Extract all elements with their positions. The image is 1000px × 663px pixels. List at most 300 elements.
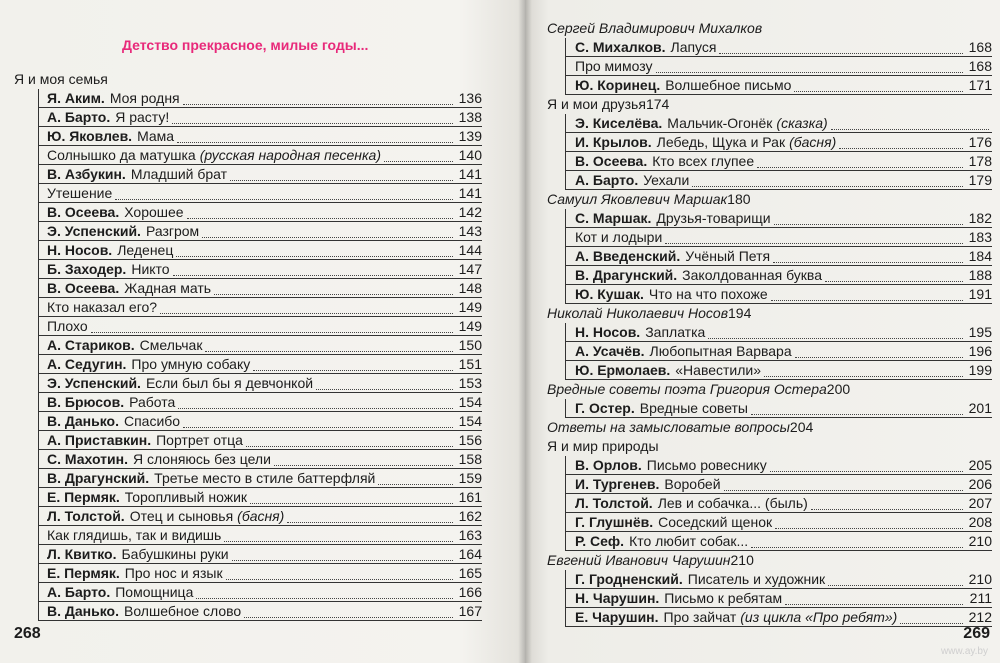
table-of-contents-right [547,19,992,627]
entry-title: Про нос и язык [124,565,223,581]
toc-heading [547,437,992,456]
toc-entry [547,152,992,171]
entry-title: Писатель и художник [687,571,826,587]
author-heading: Сергей Владимирович Михалков [547,20,763,36]
entry-row [575,133,992,152]
page-ref: 210 [968,571,992,587]
toc-entry [0,507,482,526]
entry-title: Волшебное письмо [665,77,792,93]
entry-row [47,450,482,469]
entry-title: Волшебное слово [123,603,242,619]
entry-note: (сказка) [776,115,828,131]
entry-row [47,260,482,279]
entry-author: А. Приставкин. [47,432,152,448]
leader-dots [316,377,453,390]
entry-row [47,507,482,526]
page-ref: 156 [458,432,482,448]
leader-dots [115,187,453,200]
toc-entry [547,475,992,494]
leader-dots [900,611,963,624]
entry-note: (русская народная песенка) [199,147,382,163]
entry-title: Заколдованная буква [682,267,822,283]
entry-row [575,399,992,418]
leader-dots [253,358,453,371]
page-ref: 140 [458,147,482,163]
entry-author: Г. Остер. [575,400,635,416]
page-ref: 204 [789,419,814,435]
leader-dots [774,212,963,225]
leader-dots [773,250,963,263]
page-ref: 138 [458,109,482,125]
toc-entry [0,222,482,241]
entry-row [575,570,992,589]
toc-entry [0,602,482,621]
page-ref: 154 [458,394,482,410]
page-ref: 148 [458,280,482,296]
page-ref: 201 [968,400,992,416]
toc-entry [0,203,482,222]
page-ref: 139 [458,128,482,144]
entry-title: Бабушкины руки [121,546,229,562]
leader-dots [795,345,963,358]
entry-title: Соседский щенок [658,514,773,530]
entry-title: Работа [129,394,176,410]
entry-row [575,532,992,551]
heading-title: Я и моя семья [14,71,108,87]
heading-title: Я и мои друзья [547,96,646,112]
page-ref: 136 [458,90,482,106]
entry-row [47,89,482,108]
entry-author: В. Брюсов. [47,394,125,410]
leader-dots [178,396,453,409]
entry-title: Торопливый ножик [124,489,248,505]
author-heading: Николай Николаевич Носов [547,305,729,321]
entry-row [47,374,482,393]
entry-row [575,38,992,57]
entry-author: Е. Пермяк. [47,489,120,505]
page-ref: 166 [458,584,482,600]
entry-author: А. Стариков. [47,337,135,353]
leader-dots [770,459,963,472]
entry-author: Ю. Кушак. [575,286,644,302]
entry-title: Лапуся [670,39,717,55]
page-ref: 168 [968,58,992,74]
leader-dots [202,225,453,238]
page-ref: 195 [968,324,992,340]
leader-dots [183,415,453,428]
toc-heading [547,418,992,437]
entry-author: Ю. Яковлев. [47,128,133,144]
leader-dots [811,497,963,510]
leader-dots [232,548,453,561]
page-ref: 149 [458,318,482,334]
leader-dots [183,92,453,105]
entry-row [47,222,482,241]
toc-entry [0,317,482,336]
page-ref: 174 [645,96,670,112]
entry-author: Л. Толстой. [575,495,653,511]
entry-author: Е. Пермяк. [47,565,120,581]
entry-author: А. Барто. [47,109,111,125]
entry-title: Кто всех глупее [652,153,755,169]
leader-dots [224,529,453,542]
toc-heading [0,70,482,89]
entry-title: Друзья-товарищи [656,210,771,226]
leader-dots [665,231,963,244]
leader-dots [764,364,963,377]
entry-author: А. Седугин. [47,356,127,372]
heading-row [547,437,992,456]
entry-title: Спасибо [123,413,181,429]
entry-row [575,285,992,304]
author-heading-row [547,304,992,323]
page-ref: 143 [458,223,482,239]
entry-row [575,513,992,532]
entry-row [575,456,992,475]
entry-row [47,336,482,355]
entry-author: А. Барто. [575,172,639,188]
leader-dots [708,326,963,339]
entry-row [47,127,482,146]
entry-row [47,412,482,431]
entry-author: Э. Успенский. [47,223,141,239]
entry-author: Ю. Ермолаев. [575,362,671,378]
entry-author: В. Азбукин. [47,166,126,182]
page-ref: 154 [458,413,482,429]
entry-title: Отец и сыновья [129,508,234,524]
entry-title: Если был бы я девчонкой [145,375,314,391]
entry-row [575,342,992,361]
leader-dots [719,41,963,54]
leader-dots [828,573,963,586]
page-ref: 153 [458,375,482,391]
leader-dots [751,402,963,415]
page-ref: 184 [968,248,992,264]
entry-author: С. Махотин. [47,451,128,467]
toc-entry [547,133,992,152]
leader-dots [160,301,453,314]
toc-entry [0,545,482,564]
leader-dots [775,516,963,529]
toc-entry [547,532,992,551]
entry-row [575,608,992,627]
entry-author: И. Крылов. [575,134,652,150]
entry-author: А. Усачёв. [575,343,645,359]
entry-title: Про умную собаку [131,356,251,372]
page-ref: 161 [458,489,482,505]
page-ref: 163 [458,527,482,543]
table-of-contents-left [0,70,482,621]
page-ref: 141 [458,166,482,182]
toc-entry [547,171,992,190]
leader-dots [794,79,963,92]
entry-author: Г. Глушнёв. [575,514,654,530]
entry-row [575,361,992,380]
entry-title: Любопытная Варвара [649,343,792,359]
entry-row [47,583,482,602]
entry-title: Что на что похоже [648,286,768,302]
entry-author: Е. Чарушин. [575,609,659,625]
page-ref: 196 [968,343,992,359]
book-gutter [518,0,532,663]
entry-row [47,355,482,374]
toc-entry [547,38,992,57]
entry-row [575,171,992,190]
toc-entry [0,583,482,602]
entry-row [575,323,992,342]
entry-author: Б. Заходер. [47,261,127,277]
entry-title: Уехали [643,172,690,188]
page-ref: 210 [968,533,992,549]
entry-row [47,298,482,317]
leader-dots [831,117,989,130]
toc-heading [547,551,992,570]
entry-author: Ю. Коринец. [575,77,661,93]
page-ref: 191 [968,286,992,302]
page-ref: 151 [458,356,482,372]
page-ref: 142 [458,204,482,220]
toc-entry [547,494,992,513]
toc-entry [0,526,482,545]
page-ref: 199 [968,362,992,378]
toc-entry [0,184,482,203]
author-heading: Самуил Яковлевич Маршак [547,191,728,207]
leader-dots [656,60,964,73]
entry-title: Кто наказал его? [47,299,158,315]
leader-dots [230,168,453,181]
entry-note: (басня) [237,508,285,524]
toc-heading [547,380,992,399]
entry-title: Мальчик-Огонёк [667,115,773,131]
leader-dots [246,434,453,447]
page-ref: 178 [968,153,992,169]
entry-title: Смельчак [139,337,203,353]
leader-dots [825,269,963,282]
page-ref: 147 [458,261,482,277]
toc-heading [547,95,992,114]
toc-entry [0,412,482,431]
page-ref: 168 [968,39,992,55]
leader-dots [384,149,453,162]
page-ref: 179 [968,172,992,188]
author-heading: Ответы на замысловатые вопросы [547,419,790,435]
entry-row [575,152,992,171]
toc-entry [0,336,482,355]
entry-author: В. Осеева. [47,204,120,220]
toc-entry [547,608,992,627]
leader-dots [196,586,453,599]
entry-author: А. Барто. [47,584,111,600]
leader-dots [205,339,453,352]
entry-author: Н. Носов. [47,242,113,258]
toc-entry [547,209,992,228]
page-ref: 194 [728,305,752,321]
entry-row [47,279,482,298]
toc-entry [547,570,992,589]
entry-title: Лев и собачка... (быль) [657,495,808,511]
leader-dots [244,605,453,618]
entry-title: Я слоняюсь без цели [132,451,271,467]
entry-author: Л. Толстой. [47,508,125,524]
entry-title: Кот и лодыри [575,229,663,245]
leader-dots [751,535,963,548]
entry-author: В. Осеева. [47,280,120,296]
entry-author: В. Осеева. [575,153,648,169]
page-ref: 165 [458,565,482,581]
entry-row [47,393,482,412]
entry-author: В. Данько. [47,413,119,429]
entry-author: Я. Аким. [47,90,105,106]
entry-title: Вредные советы [639,400,748,416]
leader-dots [177,130,453,143]
page-ref: 176 [968,134,992,150]
entry-row [47,526,482,545]
toc-entry [547,589,992,608]
entry-title: Лебедь, Щука и Рак [656,134,786,150]
entry-title: Письмо ровеснику [646,457,767,473]
author-heading-row [547,19,992,38]
entry-title: «Навестили» [675,362,762,378]
entry-title: Хорошее [124,204,184,220]
page-ref: 183 [968,229,992,245]
author-heading-row [547,380,992,399]
entry-row [575,114,992,133]
toc-entry [0,260,482,279]
entry-row [575,57,992,76]
page-ref: 188 [968,267,992,283]
entry-author: В. Орлов. [575,457,642,473]
author-heading-row [547,551,992,570]
page-ref: 207 [968,495,992,511]
page-ref: 206 [968,476,992,492]
page-ref: 159 [458,470,482,486]
entry-author: Э. Успенский. [47,375,141,391]
watermark: www.ay.by [940,646,988,657]
page-ref: 167 [458,603,482,619]
entry-author: Р. Сеф. [575,533,625,549]
entry-row [575,209,992,228]
entry-row [47,602,482,621]
leader-dots [91,320,453,333]
section-title: Детство прекрасное, милые годы... [122,37,369,53]
entry-title: Заплатка [645,324,706,340]
entry-author: В. Драгунский. [575,267,678,283]
toc-entry [547,323,992,342]
entry-row [47,431,482,450]
entry-author: И. Тургенев. [575,476,660,492]
entry-author: Л. Квитко. [47,546,117,562]
toc-entry [547,285,992,304]
page-ref: 208 [968,514,992,530]
entry-note: (басня) [789,134,837,150]
toc-entry [547,114,992,133]
entry-title: Мама [137,128,175,144]
entry-author: Э. Киселёва. [575,115,663,131]
author-heading-row [547,418,992,437]
entry-row [47,241,482,260]
heading-row [14,70,482,89]
toc-entry [547,342,992,361]
leader-dots [214,282,453,295]
entry-row [575,494,992,513]
page-ref: 182 [968,210,992,226]
page-ref: 205 [968,457,992,473]
entry-title: Учёный Петя [685,248,771,264]
entry-author: А. Введенский. [575,248,681,264]
toc-entry [547,228,992,247]
entry-title: Воробей [664,476,721,492]
toc-entry [0,127,482,146]
entry-title: Младший брат [130,166,228,182]
entry-row [575,247,992,266]
toc-entry [0,469,482,488]
leader-dots [176,244,453,257]
entry-author: В. Драгунский. [47,470,150,486]
toc-entry [0,279,482,298]
entry-row [47,165,482,184]
entry-row [47,488,482,507]
page-ref: 162 [458,508,482,524]
entry-row [575,589,992,608]
entry-row [575,475,992,494]
toc-entry [547,266,992,285]
page-number-left: 268 [14,625,41,642]
entry-title: Никто [131,261,170,277]
toc-entry [0,564,482,583]
toc-entry [0,108,482,127]
leader-dots [692,174,963,187]
entry-title: Разгром [145,223,200,239]
toc-entry [0,146,482,165]
entry-title: Моя родня [109,90,180,106]
toc-entry [547,247,992,266]
leader-dots [173,263,453,276]
author-heading: Вредные советы поэта Григория Остера [547,381,827,397]
page-ref: 164 [458,546,482,562]
entry-row [47,545,482,564]
entry-title: Плохо [47,318,88,334]
toc-entry [547,456,992,475]
entry-row [575,266,992,285]
toc-heading [547,19,992,38]
leader-dots [378,472,453,485]
entry-title: Леденец [117,242,174,258]
toc-entry [547,513,992,532]
page-ref: 150 [458,337,482,353]
entry-row [47,564,482,583]
entry-title: Портрет отца [156,432,243,448]
page-ref: 144 [458,242,482,258]
entry-author: С. Маршак. [575,210,652,226]
toc-entry [547,361,992,380]
leader-dots [724,478,963,491]
page-ref: 212 [968,609,992,625]
page-ref: 211 [969,590,992,606]
toc-entry [0,241,482,260]
entry-note: (из цикла «Про ребят») [740,609,898,625]
leader-dots [839,136,963,149]
entry-title: Солнышко да матушка [47,147,196,163]
page-ref: 180 [727,191,751,207]
page-ref: 200 [826,381,851,397]
toc-entry [0,355,482,374]
toc-entry [0,431,482,450]
entry-title: Кто любит собак... [629,533,749,549]
entry-row [47,203,482,222]
leader-dots [785,592,963,605]
entry-row [47,469,482,488]
heading-row [547,95,992,114]
